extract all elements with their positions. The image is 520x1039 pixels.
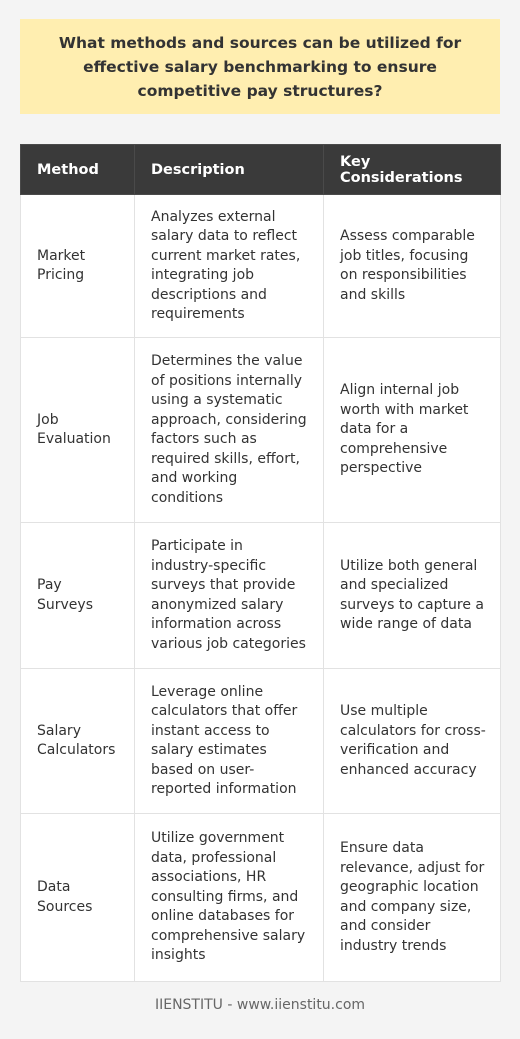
considerations-cell: Utilize both general and specialized surveys to capture a wide range of data — [324, 523, 501, 669]
method-cell: Job Evaluation — [21, 338, 135, 523]
description-cell: Leverage online calculators that offer instant access to salary estimates based on user-reported information — [135, 669, 324, 814]
table-row — [21, 195, 501, 338]
table-header-row — [21, 145, 501, 195]
title-banner — [20, 19, 500, 114]
header-description: Description — [135, 145, 324, 195]
method-cell: Salary Calculators — [21, 669, 135, 814]
table-row — [21, 338, 501, 523]
page-title: What methods and sources can be utilized for effective salary benchmarking to ensure competitive pay structures? — [58, 33, 462, 100]
considerations-cell: Ensure data relevance, adjust for geographic location and company size, and consider industry trends — [324, 814, 501, 982]
considerations-cell: Use multiple calculators for cross-verification and enhanced accuracy — [324, 669, 501, 814]
benchmarking-table — [20, 144, 501, 982]
considerations-cell: Align internal job worth with market data for a comprehensive perspective — [324, 338, 501, 523]
description-cell: Participate in industry-specific surveys that provide anonymized salary information across various job categories — [135, 523, 324, 669]
description-cell: Analyzes external salary data to reflect current market rates, integrating job descriptions and requirements — [135, 195, 324, 338]
considerations-cell: Assess comparable job titles, focusing on responsibilities and skills — [324, 195, 501, 338]
method-cell: Data Sources — [21, 814, 135, 982]
table-row — [21, 523, 501, 669]
method-cell: Pay Surveys — [21, 523, 135, 669]
method-cell: Market Pricing — [21, 195, 135, 338]
header-key-considerations: Key Considerations — [324, 145, 501, 195]
description-cell: Utilize government data, professional associations, HR consulting firms, and online databases for comprehensive salary insights — [135, 814, 324, 982]
description-cell: Determines the value of positions internally using a systematic approach, considering factors such as required skills, effort, and working conditions — [135, 338, 324, 523]
footer-credit: IIENSTITU - www.iienstitu.com — [154, 997, 366, 1013]
table-row — [21, 814, 501, 982]
table-row — [21, 669, 501, 814]
header-method: Method — [21, 145, 135, 195]
